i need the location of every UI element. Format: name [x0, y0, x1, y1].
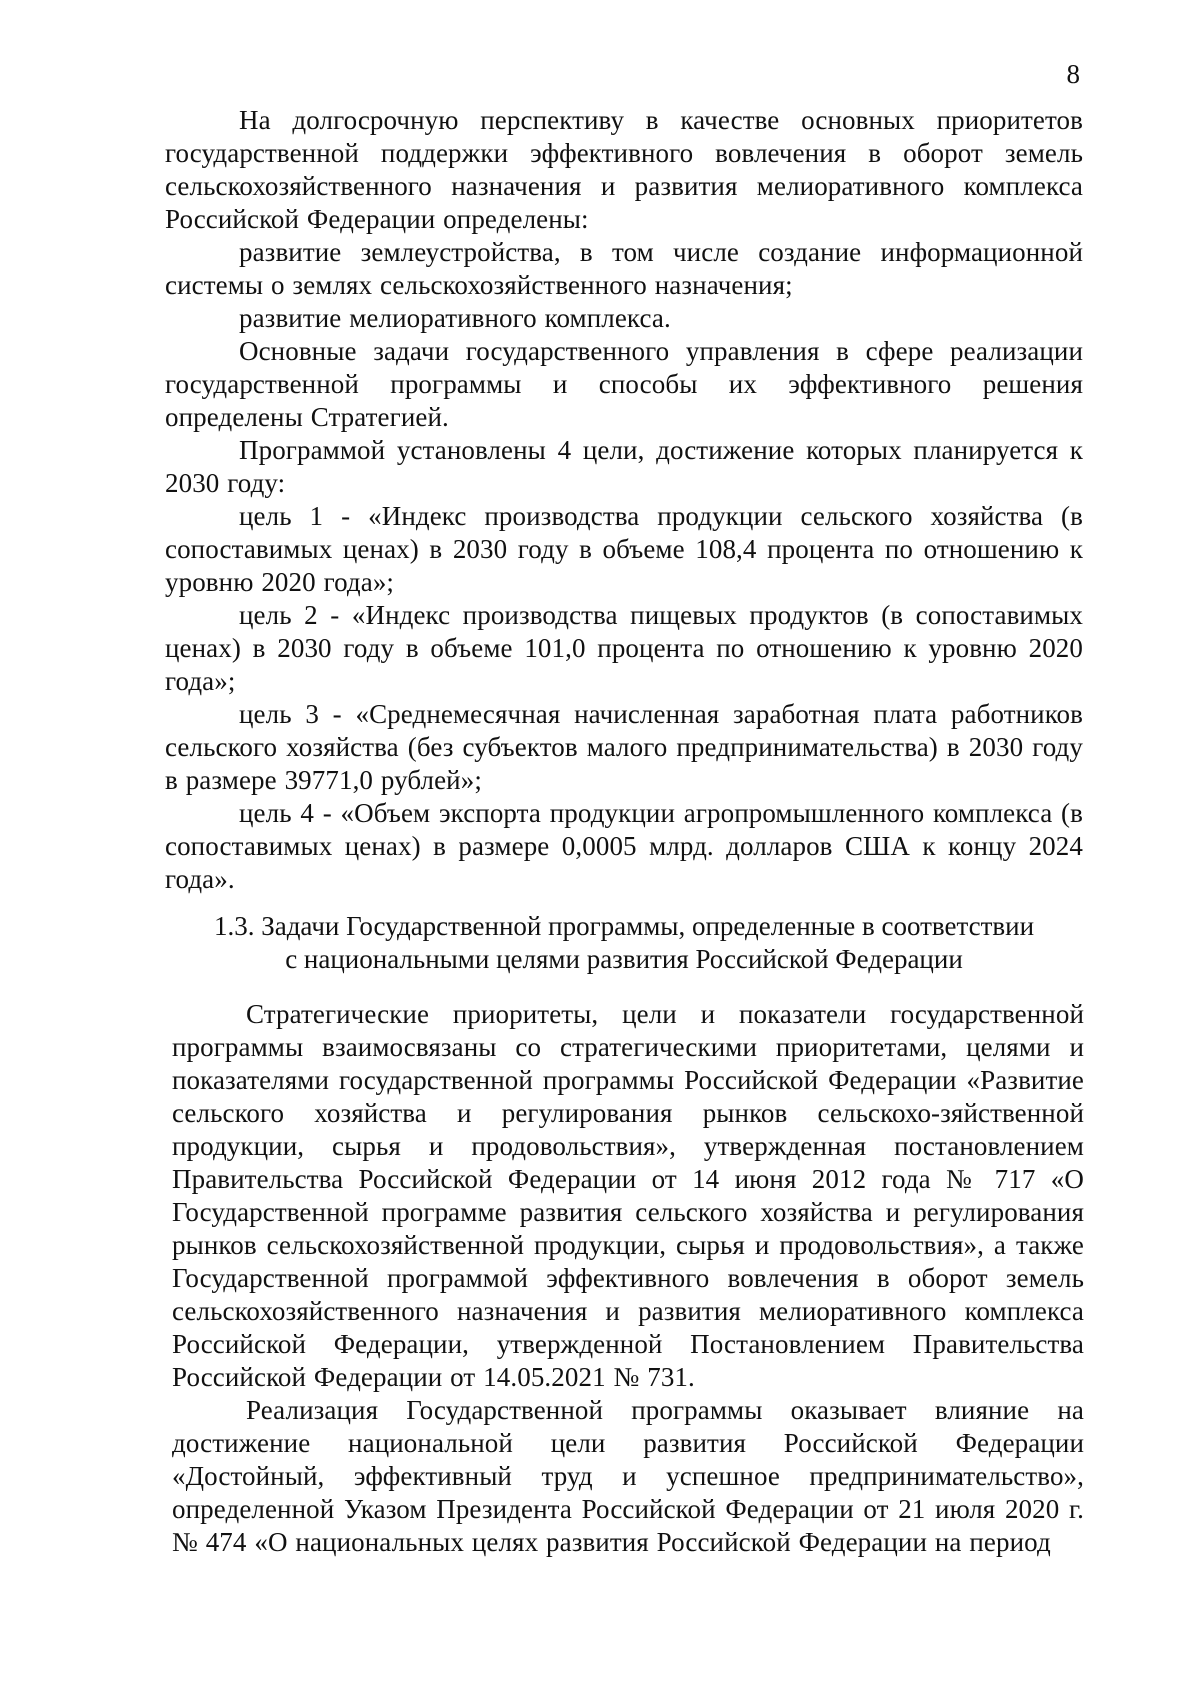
paragraph-goal-2: цель 2 - «Индекс производства пищевых продуктов (в сопоставимых ценах) в 2030 году в объеме 101,0 процента по отношению к уровню 2020 года»;	[165, 600, 1083, 696]
paragraph-goals-intro: Программой установлены 4 цели, достижение которых планируется к 2030 году:	[165, 435, 1083, 498]
paragraph-priorities: На долгосрочную перспективу в качестве основных приоритетов государственной поддержки эффективного вовлечения в оборот земель сельскохозяйственного назначения и развития мелиоративного комплекса Российской Федерации определены:	[165, 105, 1083, 234]
paragraph-goal-4: цель 4 - «Объем экспорта продукции агропромышленного комплекса (в сопоставимых ценах) в размере 0,0005 млрд. долларов США к концу 2024 года».	[165, 798, 1083, 894]
page-number: 8	[1066, 59, 1080, 89]
paragraph-national-goals: Реализация Государственной программы оказывает влияние на достижение национальной цели развития Российской Федерации «Достойный, эффективный труд и успешное предпринимательство», определенной Указом Президента Российской Федерации от 21 июля 2020 г. № 474 «О национальных целях развития Российской Федерации на период	[172, 1395, 1084, 1557]
paragraph-strategic-priorities: Стратегические приоритеты, цели и показатели государственной программы взаимосвязаны со стратегическими приоритетами, целями и показателями государственной программы Российской Федерации «Развитие сельского хозяйства и регулирования рынков сельскохо-зяйственной продукции, сырья и продовольствия», утвержденная постановлением Правительства Российской Федерации от 14 июня 2012 года № 717 «О Государственной программе развития сельского хозяйства и регулирования рынков сельскохозяйственной продукции, сырья и продовольствия», а также Государственной программой эффективного вовлечения в оборот земель сельскохозяйственного назначения и развития мелиоративного комплекса Российской Федерации, утвержденной Постановлением Правительства Российской Федерации от 14.05.2021 № 731.	[172, 999, 1084, 1392]
paragraph-goal-1: цель 1 - «Индекс производства продукции сельского хозяйства (в сопоставимых ценах) в 2030 году в объеме 108,4 процента по отношению к уровню 2020 года»;	[165, 501, 1083, 597]
section-heading	[165, 910, 1083, 976]
paragraph-melioration: развитие мелиоративного комплекса.	[239, 303, 671, 333]
intro-section	[165, 104, 1083, 896]
section-heading-line-1: 1.3. Задачи Государственной программы, определенные в соответствии	[213, 911, 1035, 941]
section-heading-line-2: с национальными целями развития Российской Федерации	[285, 944, 963, 974]
paragraph-goal-3: цель 3 - «Среднемесячная начисленная заработная плата работников сельского хозяйства (без субъектов малого предпринимательства) в 2030 году в размере 39771,0 рублей»;	[165, 699, 1083, 795]
paragraph-main-tasks: Основные задачи государственного управления в сфере реализации государственной программы и способы их эффективного решения определены Стратегией.	[165, 336, 1083, 432]
tasks-section	[172, 998, 1084, 1559]
paragraph-land-management: развитие землеустройства, в том числе создание информационной системы о землях сельскохозяйственного назначения;	[165, 237, 1083, 300]
